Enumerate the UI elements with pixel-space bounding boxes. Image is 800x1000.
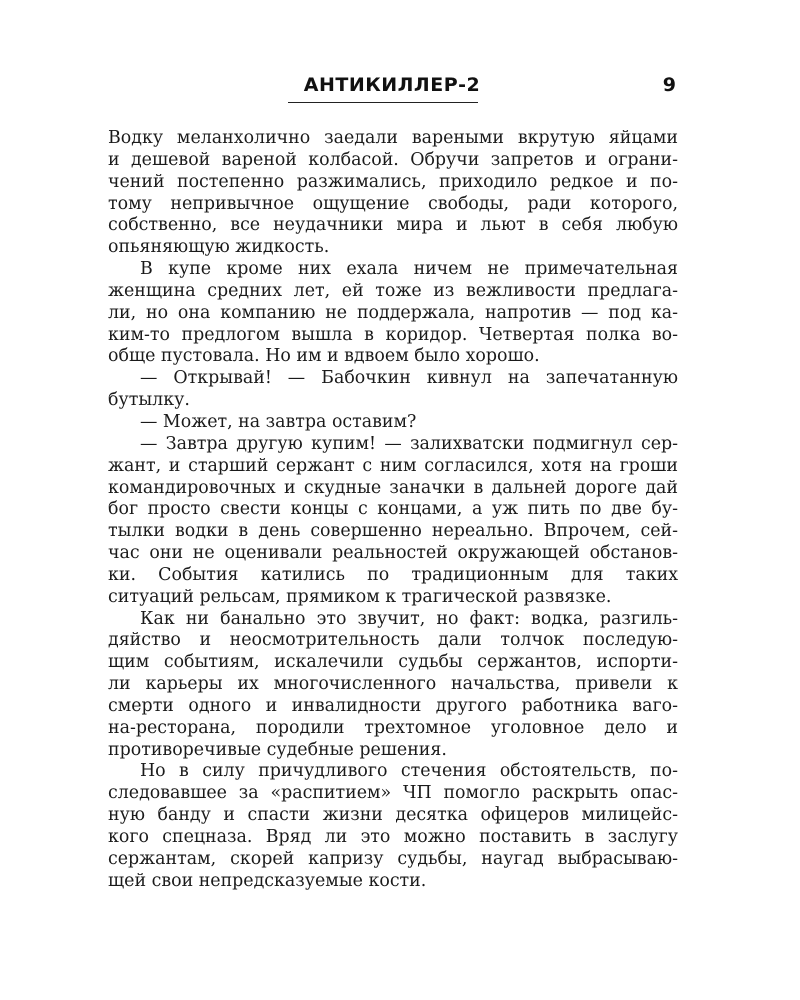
text-line: — Открывай! — Бабочкин кивнул на запечатанную	[140, 368, 678, 389]
text-line: щим событиям, искалечили судьбы сержантов, испорти-	[108, 652, 678, 673]
text-line: ким-то предлогом вышла в коридор. Четвертая полка во-	[108, 324, 678, 345]
text-line: — Завтра другую купим! — залихватски подмигнул сер-	[140, 433, 678, 454]
text-line: кого спецназа. Вряд ли это можно поставить в заслугу	[108, 827, 678, 847]
text-line: ную банду и спасти жизни десятка офицеров милицейс-	[108, 805, 678, 826]
text-line: женщина средних лет, ей тоже из вежливости предлага-	[108, 280, 678, 301]
body-text	[108, 128, 678, 893]
text-line: Но в силу причудливого стечения обстоятельств, по-	[140, 761, 678, 782]
text-line: бутылку.	[108, 390, 190, 411]
text-line: командировочных и скудные заначки в дальней дороге дай	[108, 477, 678, 498]
text-line: собственно, все неудачники мира и льют в себя любую	[108, 215, 678, 236]
text-line: бог просто свести концы с концами, а уж пить по две бу-	[108, 499, 678, 520]
text-line: смерти одного и инвалидности другого работника ваго-	[108, 695, 678, 716]
page-number: 9	[662, 74, 676, 96]
text-line: тому непривычное ощущение свободы, ради которого,	[108, 193, 678, 214]
header-rule	[288, 102, 478, 103]
text-line: ли, но она компанию не поддержала, напротив — под ка-	[108, 302, 678, 323]
running-header	[108, 74, 676, 104]
text-line: ки. События катились по традиционным для таких	[108, 564, 678, 585]
text-line: жант, и старший сержант с ним согласился, хотя на гроши	[108, 455, 678, 476]
text-line: обще пустовала. Но им и вдвоем было хорошо.	[108, 346, 540, 367]
text-line: тылки водки в день совершенно нереально. Впрочем, сей-	[108, 521, 678, 542]
text-line: В купе кроме них ехала ничем не примечательная	[140, 259, 678, 280]
text-line: щей свои непредсказуемые кости.	[108, 870, 427, 891]
text-line: на-ресторана, породили трехтомное уголовное дело и	[108, 717, 678, 738]
text-line: и дешевой вареной колбасой. Обручи запретов и ограни-	[108, 149, 678, 170]
text-line: опьяняющую жидкость.	[108, 237, 330, 258]
text-line: ли карьеры их многочисленного начальства, привели к	[108, 674, 678, 695]
text-line: ситуаций рельсам, прямиком к трагической развязке.	[108, 586, 612, 607]
text-line: Водку меланхолично заедали вареными вкрутую яйцами	[108, 128, 678, 148]
text-line: противоречивые судебные решения.	[108, 739, 447, 760]
running-title: АНТИКИЛЛЕР-2	[303, 74, 481, 96]
text-line: сержантам, скорей капризу судьбы, наугад выбрасываю-	[108, 848, 678, 869]
text-line: — Может, на завтра оставим?	[140, 411, 417, 432]
text-line: чений постепенно разжимались, приходило редкое и по-	[108, 171, 678, 192]
text-line: дяйство и неосмотрительность дали толчок последую-	[108, 630, 678, 651]
text-line: следовавшее за «распитием» ЧП помогло раскрыть опас-	[108, 783, 678, 804]
text-line: Как ни банально это звучит, но факт: водка, разгиль-	[140, 608, 678, 629]
text-line: час они не оценивали реальностей окружающей обстанов-	[108, 543, 678, 564]
